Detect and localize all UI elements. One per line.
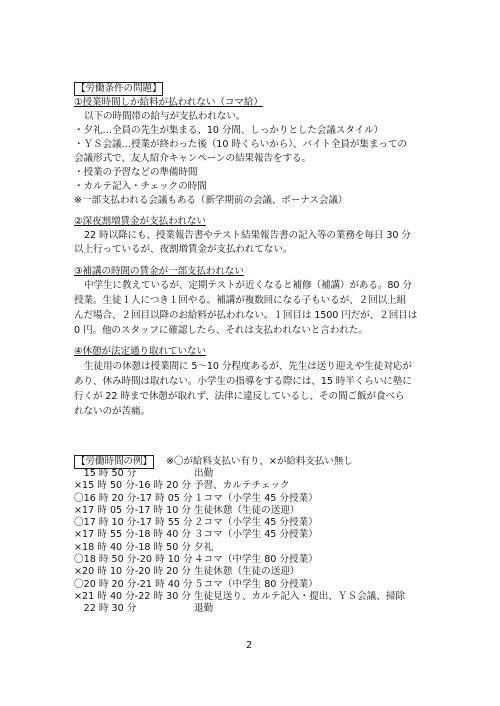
- section4-line: 行くが 22 時まで休憩が取れず、法律に違反しているし、その間ご飯が食べら: [74, 391, 405, 402]
- section1-item: ・ＹＳ会議…授業が終わった後（10 時くらいから）、バイト全員が集まっての: [74, 139, 407, 150]
- schedule-activity: ２コマ（小学生 45 分授業）: [194, 517, 318, 529]
- schedule-activity: 出勤: [194, 468, 214, 479]
- schedule-activity: １コマ（小学生 45 分授業）: [194, 492, 318, 504]
- schedule-activity: ３コマ（小学生 45 分授業）: [194, 529, 318, 541]
- schedule-activity: 退勤: [194, 603, 214, 615]
- schedule-activity: 生徒見送り、カルテ記入・提出、ＹＳ会議、掃除: [194, 590, 406, 602]
- schedule-time: ×17 時 55 分-18 時 40 分: [74, 529, 192, 541]
- section-header-problems: 【労働条件の問題】: [76, 83, 162, 94]
- section3-heading: ③補講の時間の賃金が一部支払われない: [74, 266, 244, 277]
- section3-line: 授業。生徒１人につき１回やる。補講が複数回になる子もいるが、２回以上組: [74, 295, 407, 306]
- section3-line: んだ場合、２回目以降のお給料が払われない。１回目は 1500 円だが、２回目は: [74, 310, 418, 321]
- schedule-time: ×18 時 40 分-18 時 50 分: [74, 541, 192, 553]
- schedule-activity: 予習、カルテチェック: [194, 480, 290, 492]
- schedule-activity: 夕礼: [194, 541, 214, 553]
- schedule-time: 15 時 50 分: [74, 468, 137, 479]
- section3-line: 中学生に教えているが、定期テストが近くなると補修（補講）がある。80 分: [84, 280, 412, 291]
- schedule-time: ×21 時 40 分-22 時 30 分: [74, 590, 192, 602]
- schedule-time: 22 時 30 分: [74, 603, 137, 615]
- section2-heading: ②深夜割増賃金が支払われない: [74, 216, 206, 227]
- section3-line: 0 円。他のスタッフに確認したら、それは支払われないと言われた。: [74, 325, 368, 336]
- schedule-time: ×17 時 05 分-17 時 10 分: [74, 504, 192, 516]
- schedule-activity: 生徒休憩（生徒の送迎）: [194, 504, 300, 516]
- schedule-time: ×20 時 10 分-20 時 20 分: [74, 566, 192, 578]
- schedule-time: 〇20 時 20 分-21 時 40 分: [74, 578, 193, 590]
- section2-line: 以上行っているが、夜割増賃金が支払われてない。: [74, 244, 293, 255]
- section4-line: れないのが苦痛。: [74, 406, 150, 417]
- schedule-time: 〇18 時 50 分-20 時 10 分: [74, 554, 193, 566]
- section1-heading: ①授業時間しか給料が払われない（コマ給）: [74, 97, 263, 108]
- section2-line: 22 時以降にも、授業報告書やテスト結果報告書の記入等の業務を毎日 30 分: [84, 230, 411, 241]
- schedule-activity: 生徒休憩（生徒の送迎）: [194, 566, 300, 578]
- section1-intro: 以下の時間帯の給与が支払われない。: [84, 111, 246, 122]
- section4-line: あり、休み時間は取れない。小学生の指導をする際には、15 時半くらいに塾に: [74, 376, 412, 387]
- schedule-time: 〇16 時 20 分-17 時 05 分: [74, 492, 193, 504]
- schedule-time: ×15 時 50 分-16 時 20 分: [74, 480, 192, 492]
- section1-item: 会議形式で、友人紹介キャンペーンの結果報告をする。: [74, 153, 311, 164]
- schedule-activity: ５コマ（中学生 80 分授業）: [194, 578, 318, 590]
- schedule-activity: ４コマ（中学生 80 分授業）: [194, 554, 318, 566]
- section-header-example: 【労働時間の例】: [76, 456, 152, 467]
- page-number: 2: [246, 640, 253, 651]
- section1-note: ※一部支払われる会議もある（新学期前の会議、ボーナス会議）: [74, 195, 348, 206]
- section1-item: ・授業の予習などの準備時間: [74, 167, 198, 178]
- legend-note: ※〇が給料支払い有り、×が給料支払い無し: [166, 456, 353, 467]
- section1-item: ・カルテ記入・チェックの時間: [74, 181, 207, 192]
- section4-heading: ④休憩が法定通り取れていない: [74, 346, 206, 357]
- section1-item: ・夕礼…全員の先生が集まる、10 分間、しっかりとした会議スタイル）: [74, 125, 384, 136]
- schedule-time: 〇17 時 10 分-17 時 55 分: [74, 517, 193, 529]
- section4-line: 生徒用の休憩は授業間に 5〜10 分程度あるが、先生は送り迎えや生徒対応が: [84, 361, 412, 372]
